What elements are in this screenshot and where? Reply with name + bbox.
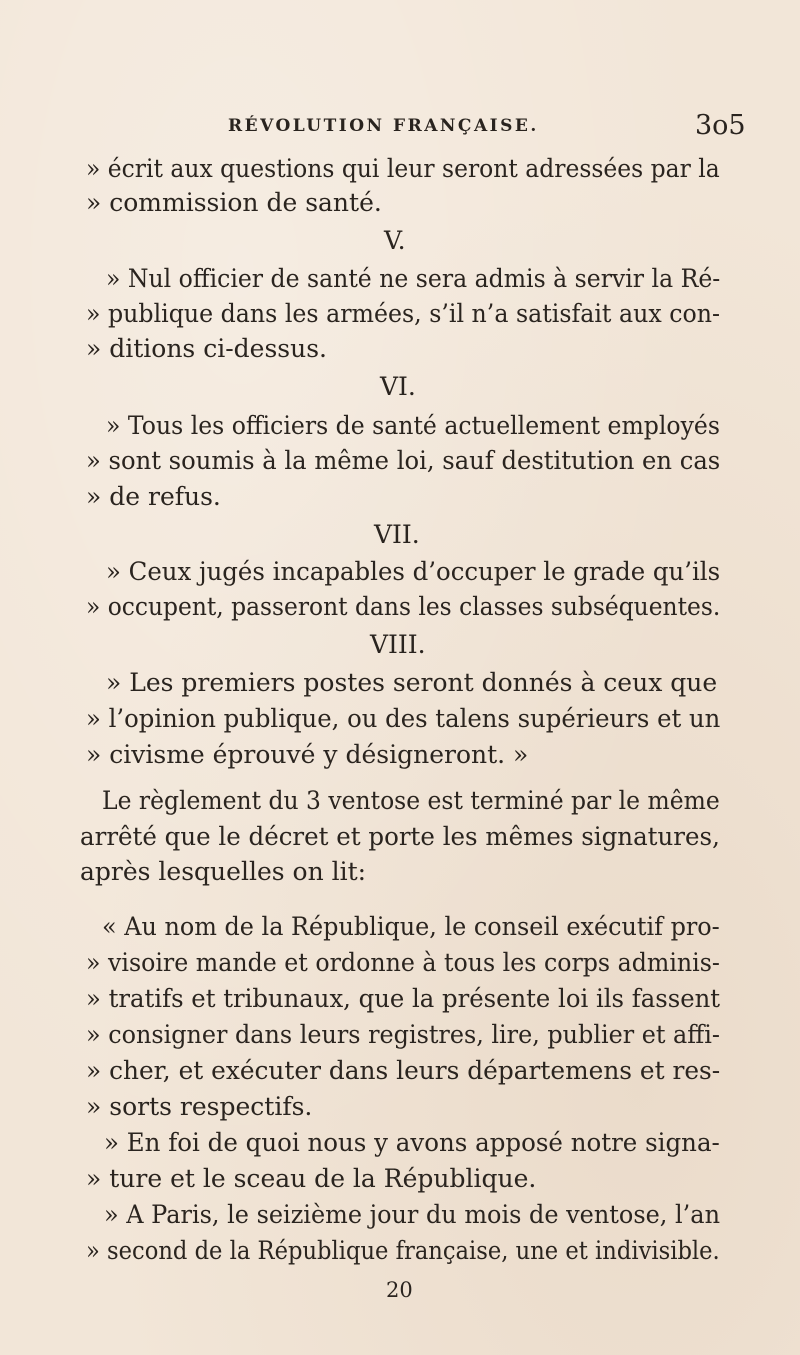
text-line: [0, 1200, 800, 1240]
text-line-content: arrêté que le décret et porte les mêmes signatures,: [80, 822, 720, 851]
article-number: VIII.: [370, 630, 426, 659]
article-heading: [0, 520, 800, 560]
text-line-content: » ditions ci-dessus.: [86, 334, 327, 363]
text-line-content: » Les premiers postes seront donnés à ceux que: [106, 668, 718, 697]
text-line-content: » sont soumis à la même loi, sauf destitution en cas: [86, 446, 721, 475]
text-line: [0, 704, 800, 744]
text-line: [0, 334, 800, 374]
text-line: [0, 557, 800, 597]
text-line-content: » En foi de quoi nous y avons apposé notre signa-: [104, 1128, 720, 1157]
text-line-content: » consigner dans leurs registres, lire, publier et affi-: [86, 1020, 720, 1049]
text-line-content: après lesquelles on lit:: [80, 857, 367, 886]
text-line-content: « Au nom de la République, le conseil exécutif pro-: [102, 912, 720, 941]
text-line: [0, 740, 800, 780]
text-line: [0, 822, 800, 862]
text-line: [0, 1236, 800, 1276]
text-line-content: » sorts respectifs.: [86, 1092, 313, 1121]
text-line: [0, 984, 800, 1024]
text-line: [0, 668, 800, 708]
text-line: [0, 1128, 800, 1168]
text-line: [0, 482, 800, 522]
text-line: [0, 857, 800, 897]
text-line: [0, 299, 800, 339]
text-line-content: » cher, et exécuter dans leurs départemens et res-: [86, 1056, 721, 1085]
article-number: VI.: [380, 372, 416, 401]
text-line: [0, 411, 800, 451]
text-line-content: Le règlement du 3 ventose est terminé par le même: [102, 786, 720, 815]
text-line-content: » l’opinion publique, ou des talens supérieurs et un: [86, 704, 721, 733]
text-line: [0, 188, 800, 228]
text-line: [0, 592, 800, 632]
text-line-content: » occupent, passeront dans les classes subséquentes.: [86, 592, 721, 621]
text-line: [0, 446, 800, 486]
text-line-content: » écrit aux questions qui leur seront adressées par la: [86, 154, 720, 183]
text-line: [0, 1020, 800, 1060]
text-line-content: » commission de santé.: [86, 188, 382, 217]
article-heading: [0, 372, 800, 412]
article-number: VII.: [374, 520, 420, 549]
page-number: 3o5: [695, 110, 746, 141]
running-title: RÉVOLUTION FRANÇAISE.: [228, 116, 539, 136]
text-line-content: » de refus.: [86, 482, 221, 511]
text-line: [0, 1056, 800, 1096]
page-header: [0, 110, 800, 146]
text-line: [0, 1092, 800, 1132]
text-line-content: » Tous les officiers de santé actuellement employés: [106, 411, 720, 440]
text-line-content: » second de la République française, une et indivisible.: [86, 1236, 720, 1265]
text-line: [0, 1164, 800, 1204]
text-line-content: » visoire mande et ordonne à tous les corps adminis-: [86, 948, 720, 977]
article-number: V.: [384, 226, 406, 255]
text-line: [0, 948, 800, 988]
text-line: [0, 912, 800, 952]
text-line-content: » Ceux jugés incapables d’occuper le grade qu’ils: [106, 557, 721, 586]
text-line: [0, 786, 800, 826]
text-line-content: » A Paris, le seizième jour du mois de ventose, l’an: [104, 1200, 720, 1229]
text-line-content: » ture et le sceau de la République.: [86, 1164, 537, 1193]
text-line-content: » tratifs et tribunaux, que la présente loi ils fassent: [86, 984, 721, 1013]
article-heading: [0, 226, 800, 266]
text-line-content: » Nul officier de santé ne sera admis à servir la Ré-: [106, 264, 721, 293]
text-line-content: » civisme éprouvé y désigneront. »: [86, 740, 529, 769]
text-line: [0, 264, 800, 304]
text-line-content: » publique dans les armées, s’il n’a satisfait aux con-: [86, 299, 720, 328]
article-heading: [0, 630, 800, 670]
signature-mark: 20: [386, 1278, 413, 1302]
